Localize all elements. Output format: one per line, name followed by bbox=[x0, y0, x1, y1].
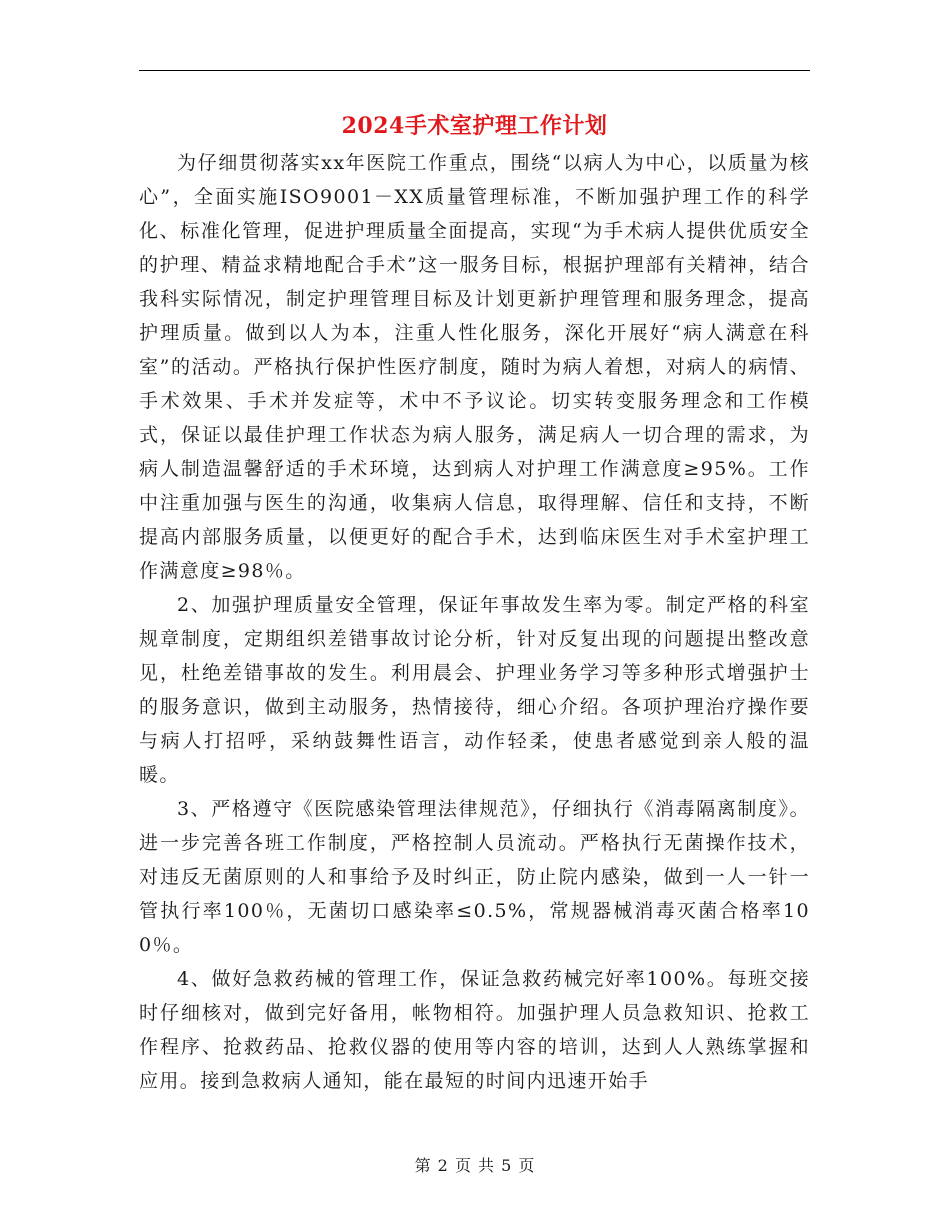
page-number: 第 2 页 共 5 页 bbox=[414, 1156, 536, 1175]
paragraph-4: 4、做好急救药械的管理工作，保证急救药械完好率100%。每班交接时仔细核对，做到完好备用，帐物相符。加强护理人员急救知识、抢救工作程序、抢救药品、抢救仪器的使用等内容的培训，达到人人熟练掌握和应用。接到急救病人通知，能在最短的时间内迅速开始手 bbox=[139, 968, 810, 1092]
paragraph-3: 3、严格遵守《医院感染管理法律规范》，仔细执行《消毒隔离制度》。进一步完善各班工作制度，严格控制人员流动。严格执行无菌操作技术，对违反无菌原则的人和事给予及时纠正，防止院内感染，做到一人一针一管执行率100％，无菌切口感染率≤0.5%，常规器械消毒灭菌合格率100％。 bbox=[139, 798, 810, 956]
paragraph-1: 为仔细贯彻落实xx年医院工作重点，围绕“以病人为中心，以质量为核心”，全面实施ISO9001－XX质量管理标准，不断加强护理工作的科学化、标准化管理，促进护理质量全面提高，实现“为手术病人提供优质安全的护理、精益求精地配合手术”这一服务目标，根据护理部有关精神，结合我科实际情况，制定护理管理目标及计划更新护理管理和服务理念，提高护理质量。做到以人为本，注重人性化服务，深化开展好“病人满意在科室”的活动。严格执行保护性医疗制度，随时为病人着想，对病人的病情、手术效果、手术并发症等，术中不予议论。切实转变服务理念和工作模式，保证以最佳护理工作状态为病人服务，满足病人一切合理的需求，为病人制造温馨舒适的手术环境，达到病人对护理工作满意度≥95%。工作中注重加强与医生的沟通，收集病人信息，取得理解、信任和支持，不断提高内部服务质量，以便更好的配合手术，达到临床医生对手术室护理工作满意度≥98％。 bbox=[139, 152, 810, 582]
header-rule bbox=[139, 70, 810, 71]
document-title: 2024手术室护理工作计划 bbox=[341, 113, 608, 139]
paragraph-2: 2、加强护理质量安全管理，保证年事故发生率为零。制定严格的科室规章制度，定期组织差错事故讨论分析，针对反复出现的问题提出整改意见，杜绝差错事故的发生。利用晨会、护理业务学习等多种形式增强护士的服务意识，做到主动服务，热情接待，细心介绍。各项护理治疗操作要与病人打招呼，采纳鼓舞性语言，动作轻柔，使患者感觉到亲人般的温暖。 bbox=[139, 594, 810, 786]
document-body bbox=[139, 146, 810, 1098]
